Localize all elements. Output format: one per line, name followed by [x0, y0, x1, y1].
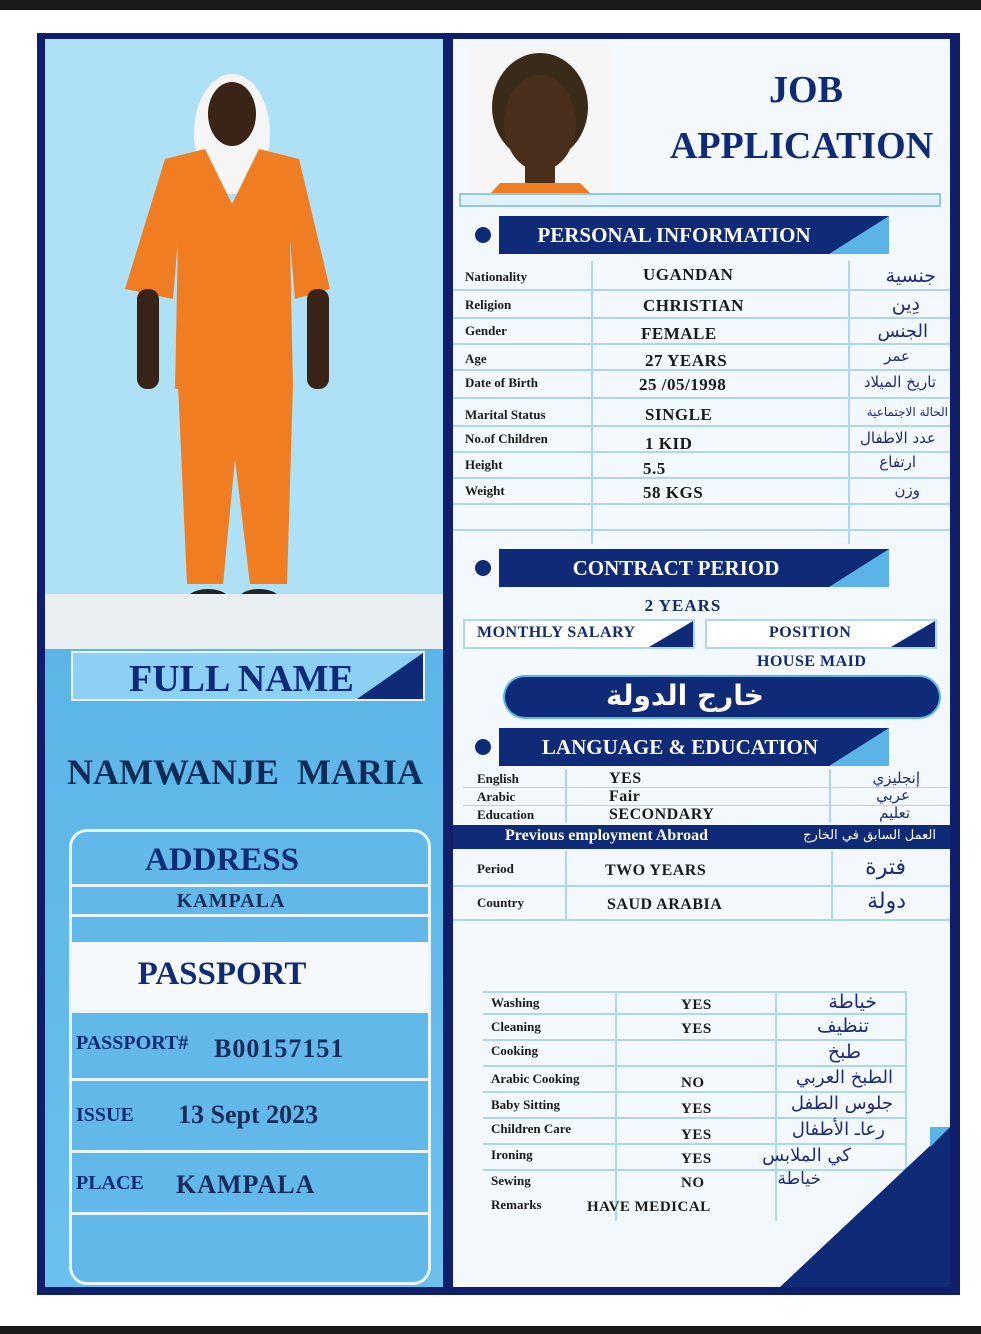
language-english-label: English: [477, 771, 519, 786]
previous-employment-heading: Previous employment Abroad العمل السابق في الخارج: [453, 825, 950, 849]
table-row: [453, 505, 950, 531]
contract-heading: CONTRACT PERIOD: [499, 549, 889, 587]
skill-label: Washing: [491, 995, 540, 1010]
personal-info-table: [453, 261, 950, 544]
full-body-photo: [45, 39, 443, 609]
passport-number-label: PASSPORT#: [76, 1032, 189, 1054]
corner-triangle: [357, 653, 423, 699]
table-row: Nationality UGANDAN جنسية: [453, 261, 950, 291]
remarks-label: Remarks: [491, 1197, 542, 1212]
skill-label: Cleaning: [491, 1019, 541, 1034]
bullet: [475, 560, 491, 576]
salary-label: MONTHLY SALARY: [477, 624, 636, 641]
passport-label: PASSPORT: [137, 956, 307, 992]
portrait-illustration: [470, 45, 612, 205]
address-passport-card: [69, 829, 431, 1285]
language-table: English YES إنجليزي Arabic Fair عربي Education SECONDARY تعليم: [463, 769, 950, 823]
contract-period-value: 2 YEARS: [644, 596, 722, 615]
skill-label: Children Care: [491, 1121, 572, 1136]
passport-photo: [470, 45, 612, 205]
corner-decoration: [780, 1127, 950, 1287]
bullet: [475, 739, 491, 755]
salary-box: [463, 619, 695, 649]
header-rule: [459, 193, 941, 207]
issue-date: 13 Sept 2023: [178, 1100, 319, 1129]
table-row: Date of Birth 25 /05/1998 تاريخ الميلاد: [453, 371, 950, 399]
table-row: No.of Children 1 KID عدد الاطفال: [453, 427, 950, 453]
full-name-label-box: [71, 651, 425, 701]
table-row: Marital Status SINGLE الحالة الاجتماعية: [453, 399, 950, 427]
skills-table: Washing YES خياطة Cleaning YES تنظيف Cooking طبخ Arabic Cooking NO الطبخ العربي Baby Sitting YES جلوس الطفل Children Care YES رعاـ الأطفال Ironing YES كي الملابس Sewing NO خياطة Remarks HAVE MEDICAL: [483, 991, 907, 1221]
place-value: KAMPALA: [176, 1170, 316, 1199]
remarks-value: HAVE MEDICAL: [587, 1199, 711, 1215]
address-label: ADDRESS: [144, 842, 300, 878]
bullet: [475, 227, 491, 243]
table-row: Weight 58 KGS وزن: [453, 479, 950, 505]
personal-info-heading: PERSONAL INFORMATION: [499, 216, 889, 254]
abroad-banner-text: خارج الدولة: [606, 679, 764, 712]
skill-label: Arabic Cooking: [491, 1071, 580, 1086]
skill-label: Baby Sitting: [491, 1097, 560, 1112]
skill-label: Sewing: [491, 1173, 531, 1188]
title-line1: JOB: [769, 69, 843, 111]
address-value: KAMPALA: [176, 890, 286, 912]
table-row: Country SAUD ARABIA دولة: [453, 887, 950, 921]
full-name-label: FULL NAME: [129, 658, 354, 700]
table-row: Age 27 YEARS عمر: [453, 345, 950, 371]
left-column: [45, 39, 443, 1287]
title-line2: APPLICATION: [669, 125, 934, 167]
right-column: [453, 39, 950, 1287]
person-illustration: [45, 39, 443, 609]
table-row: Period TWO YEARS فترة: [453, 851, 950, 887]
issue-label: ISSUE: [76, 1104, 134, 1126]
position-label: POSITION: [769, 624, 852, 641]
position-value: HOUSE MAID: [757, 653, 867, 670]
top-border: [0, 0, 981, 10]
bottom-border: [0, 1326, 981, 1334]
skill-label: Cooking: [491, 1043, 538, 1058]
application-sheet: [37, 33, 960, 1295]
table-row: Gender FEMALE الجنس: [453, 319, 950, 345]
place-label: PLACE: [76, 1172, 144, 1194]
floor: [45, 594, 443, 649]
passport-number: B00157151: [214, 1034, 345, 1063]
previous-employment-table: [453, 851, 950, 921]
abroad-banner: [505, 677, 939, 717]
table-row: Religion CHRISTIAN دِين: [453, 291, 950, 319]
language-heading: LANGUAGE & EDUCATION: [499, 728, 889, 766]
full-name-value: NAMWANJE MARIA: [67, 752, 423, 792]
skill-label: Ironing: [491, 1147, 533, 1162]
position-box: [705, 619, 937, 649]
table-row: Height 5.5 ارتفاع: [453, 453, 950, 479]
